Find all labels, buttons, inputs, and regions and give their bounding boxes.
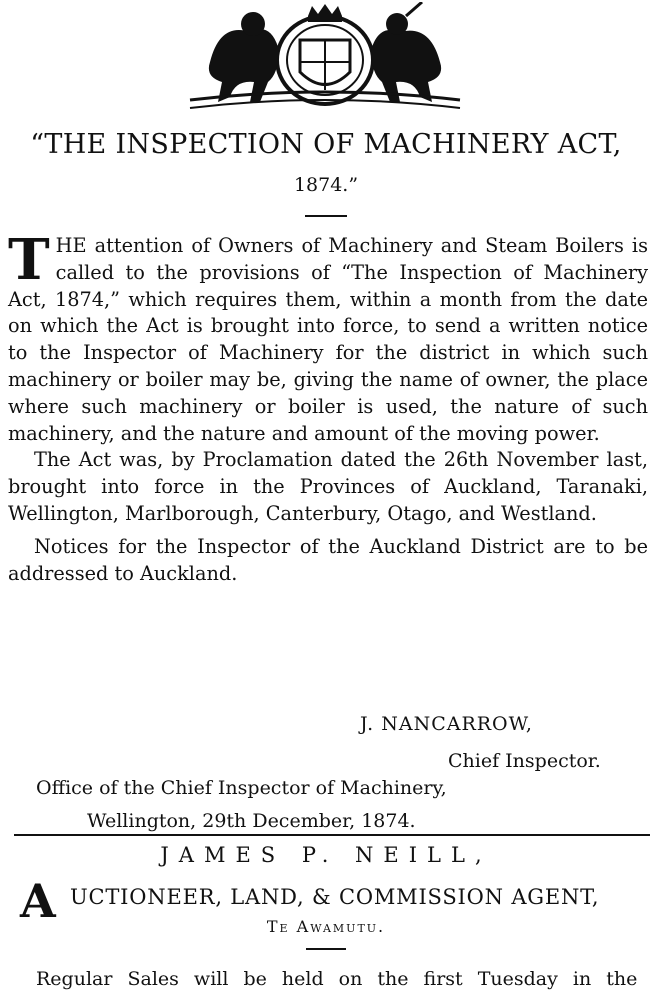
section-divider [14,834,650,836]
advert-drop-cap: A [20,874,56,928]
drop-cap: T [8,227,50,293]
notice-body [8,227,648,587]
advert-occupation: UCTIONEER, LAND, & COMMISSION AGENT, [70,885,600,909]
act-year: 1874.” [293,174,359,196]
paragraph-1 [8,227,648,447]
paragraph-2: The Act was, by Proclamation dated the 26th November last, brought into force in the Provinces of Auckland, Taranaki, Wellington, Marlborough, Canterbury, Otago, and Westland. [8,448,648,525]
paragraph-1-text: HE attention of Owners of Machinery and Steam Boilers is called to the provisions of “The Inspection of Machinery Act, 1874,” which requires them, within a month from the date on which the Act is brought into force, to send a written notice to the Inspector of Machinery for the district in which such machinery or boiler may be, giving the name of owner, the place where such machinery or boiler is used, the nature of such machinery, and the nature and amount of the moving power. [8,234,648,445]
signatory-name: J. NANCARROW, [360,713,533,735]
office-line-1: Office of the Chief Inspector of Machinery, [36,777,447,799]
short-divider [305,215,347,217]
advert-short-divider [306,948,346,950]
advert-name: JAMES P. NEILL, [160,843,492,867]
advert-sales-line: Regular Sales will be held on the first Tuesday in the [36,968,638,990]
advert-location: Te Awamutu. [266,917,386,936]
paragraph-3: Notices for the Inspector of the Auckland District are to be addressed to Auckland. [8,534,648,585]
office-line-2: Wellington, 29th December, 1874. [87,810,416,832]
signatory-title: Chief Inspector. [448,750,601,772]
royal-coat-of-arms [150,2,500,112]
act-title: “THE INSPECTION OF MACHINERY ACT, [30,129,622,160]
